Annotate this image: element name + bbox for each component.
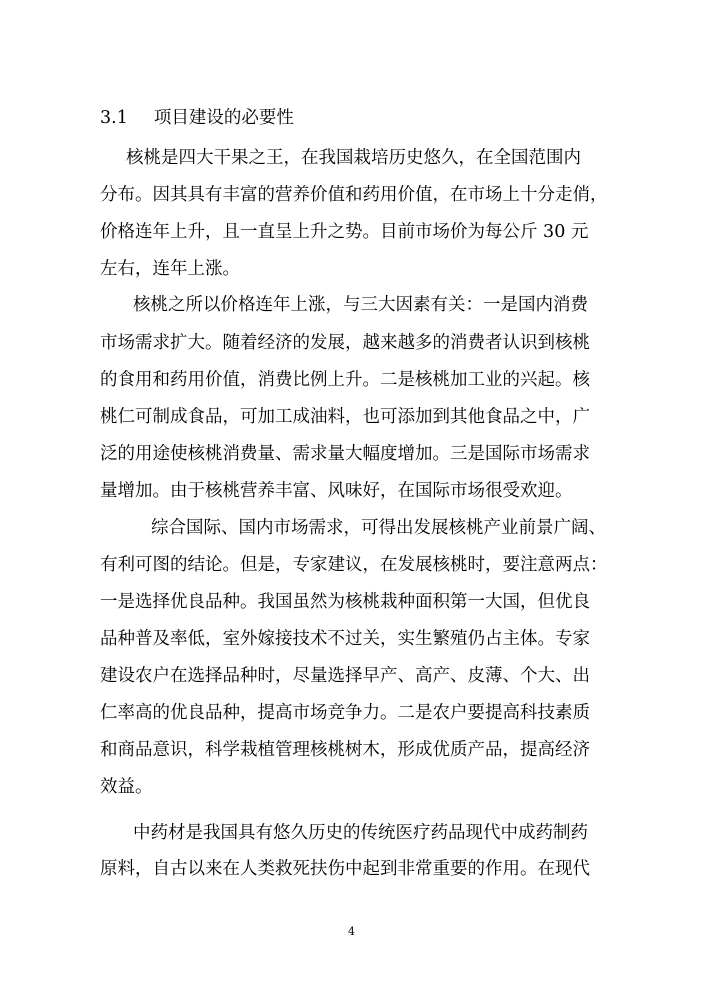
paragraph-line: 核桃是四大干果之王，在我国栽培历史悠久，在全国范围内 [126,148,581,168]
paragraph-line: 市场需求扩大。随着经济的发展，越来越多的消费者认识到核桃 [100,333,590,353]
paragraph-line: 一是选择优良品种。我国虽然为核桃栽种面积第一大国，但优良 [100,592,590,612]
paragraph-line: 左右，连年上涨。 [100,259,240,279]
paragraph-line: 效益。 [100,777,153,797]
paragraph-line: 核桃之所以价格连年上涨，与三大因素有关：一是国内消费 [133,295,588,315]
section-heading [100,106,294,130]
paragraph-line: 综合国际、国内市场需求，可得出发展核桃产业前景广阔、 [151,518,606,538]
page-number: 4 [348,925,355,938]
paragraph-line: 有利可图的结论。但是，专家建议，在发展核桃时，要注意两点： [100,555,608,575]
paragraph-line: 分布。因其具有丰富的营养价值和药用价值，在市场上十分走俏， [100,185,608,205]
paragraph-line: 仁率高的优良品种，提高市场竞争力。二是农户要提高科技素质 [100,703,590,723]
paragraph-line: 原料，自古以来在人类救死扶伤中起到非常重要的作用。在现代 [100,859,590,879]
paragraph-line: 和商品意识，科学栽植管理核桃树木，形成优质产品，提高经济 [100,740,590,760]
paragraph-line: 的食用和药用价值，消费比例上升。二是核桃加工业的兴起。核 [100,370,590,390]
section-title: 项目建设的必要性 [153,108,294,128]
paragraph-line: 中药材是我国具有悠久历史的传统医疗药品现代中成药制药 [133,823,588,843]
paragraph-line: 桃仁可制成食品，可加工成油料，也可添加到其他食品之中，广 [100,407,590,427]
paragraph-line: 品种普及率低，室外嫁接技术不过关，实生繁殖仍占主体。专家 [100,629,590,649]
paragraph-line: 价格连年上升，且一直呈上升之势。目前市场价为每公斤 30 元 [100,222,589,242]
section-number: 3.1 [100,108,128,128]
paragraph-line: 量增加。由于核桃营养丰富、风味好，在国际市场很受欢迎。 [100,481,573,501]
paragraph-line: 泛的用途使核桃消费量、需求量大幅度增加。三是国际市场需求 [100,444,590,464]
paragraph-line: 建设农户在选择品种时，尽量选择早产、高产、皮薄、个大、出 [100,666,590,686]
